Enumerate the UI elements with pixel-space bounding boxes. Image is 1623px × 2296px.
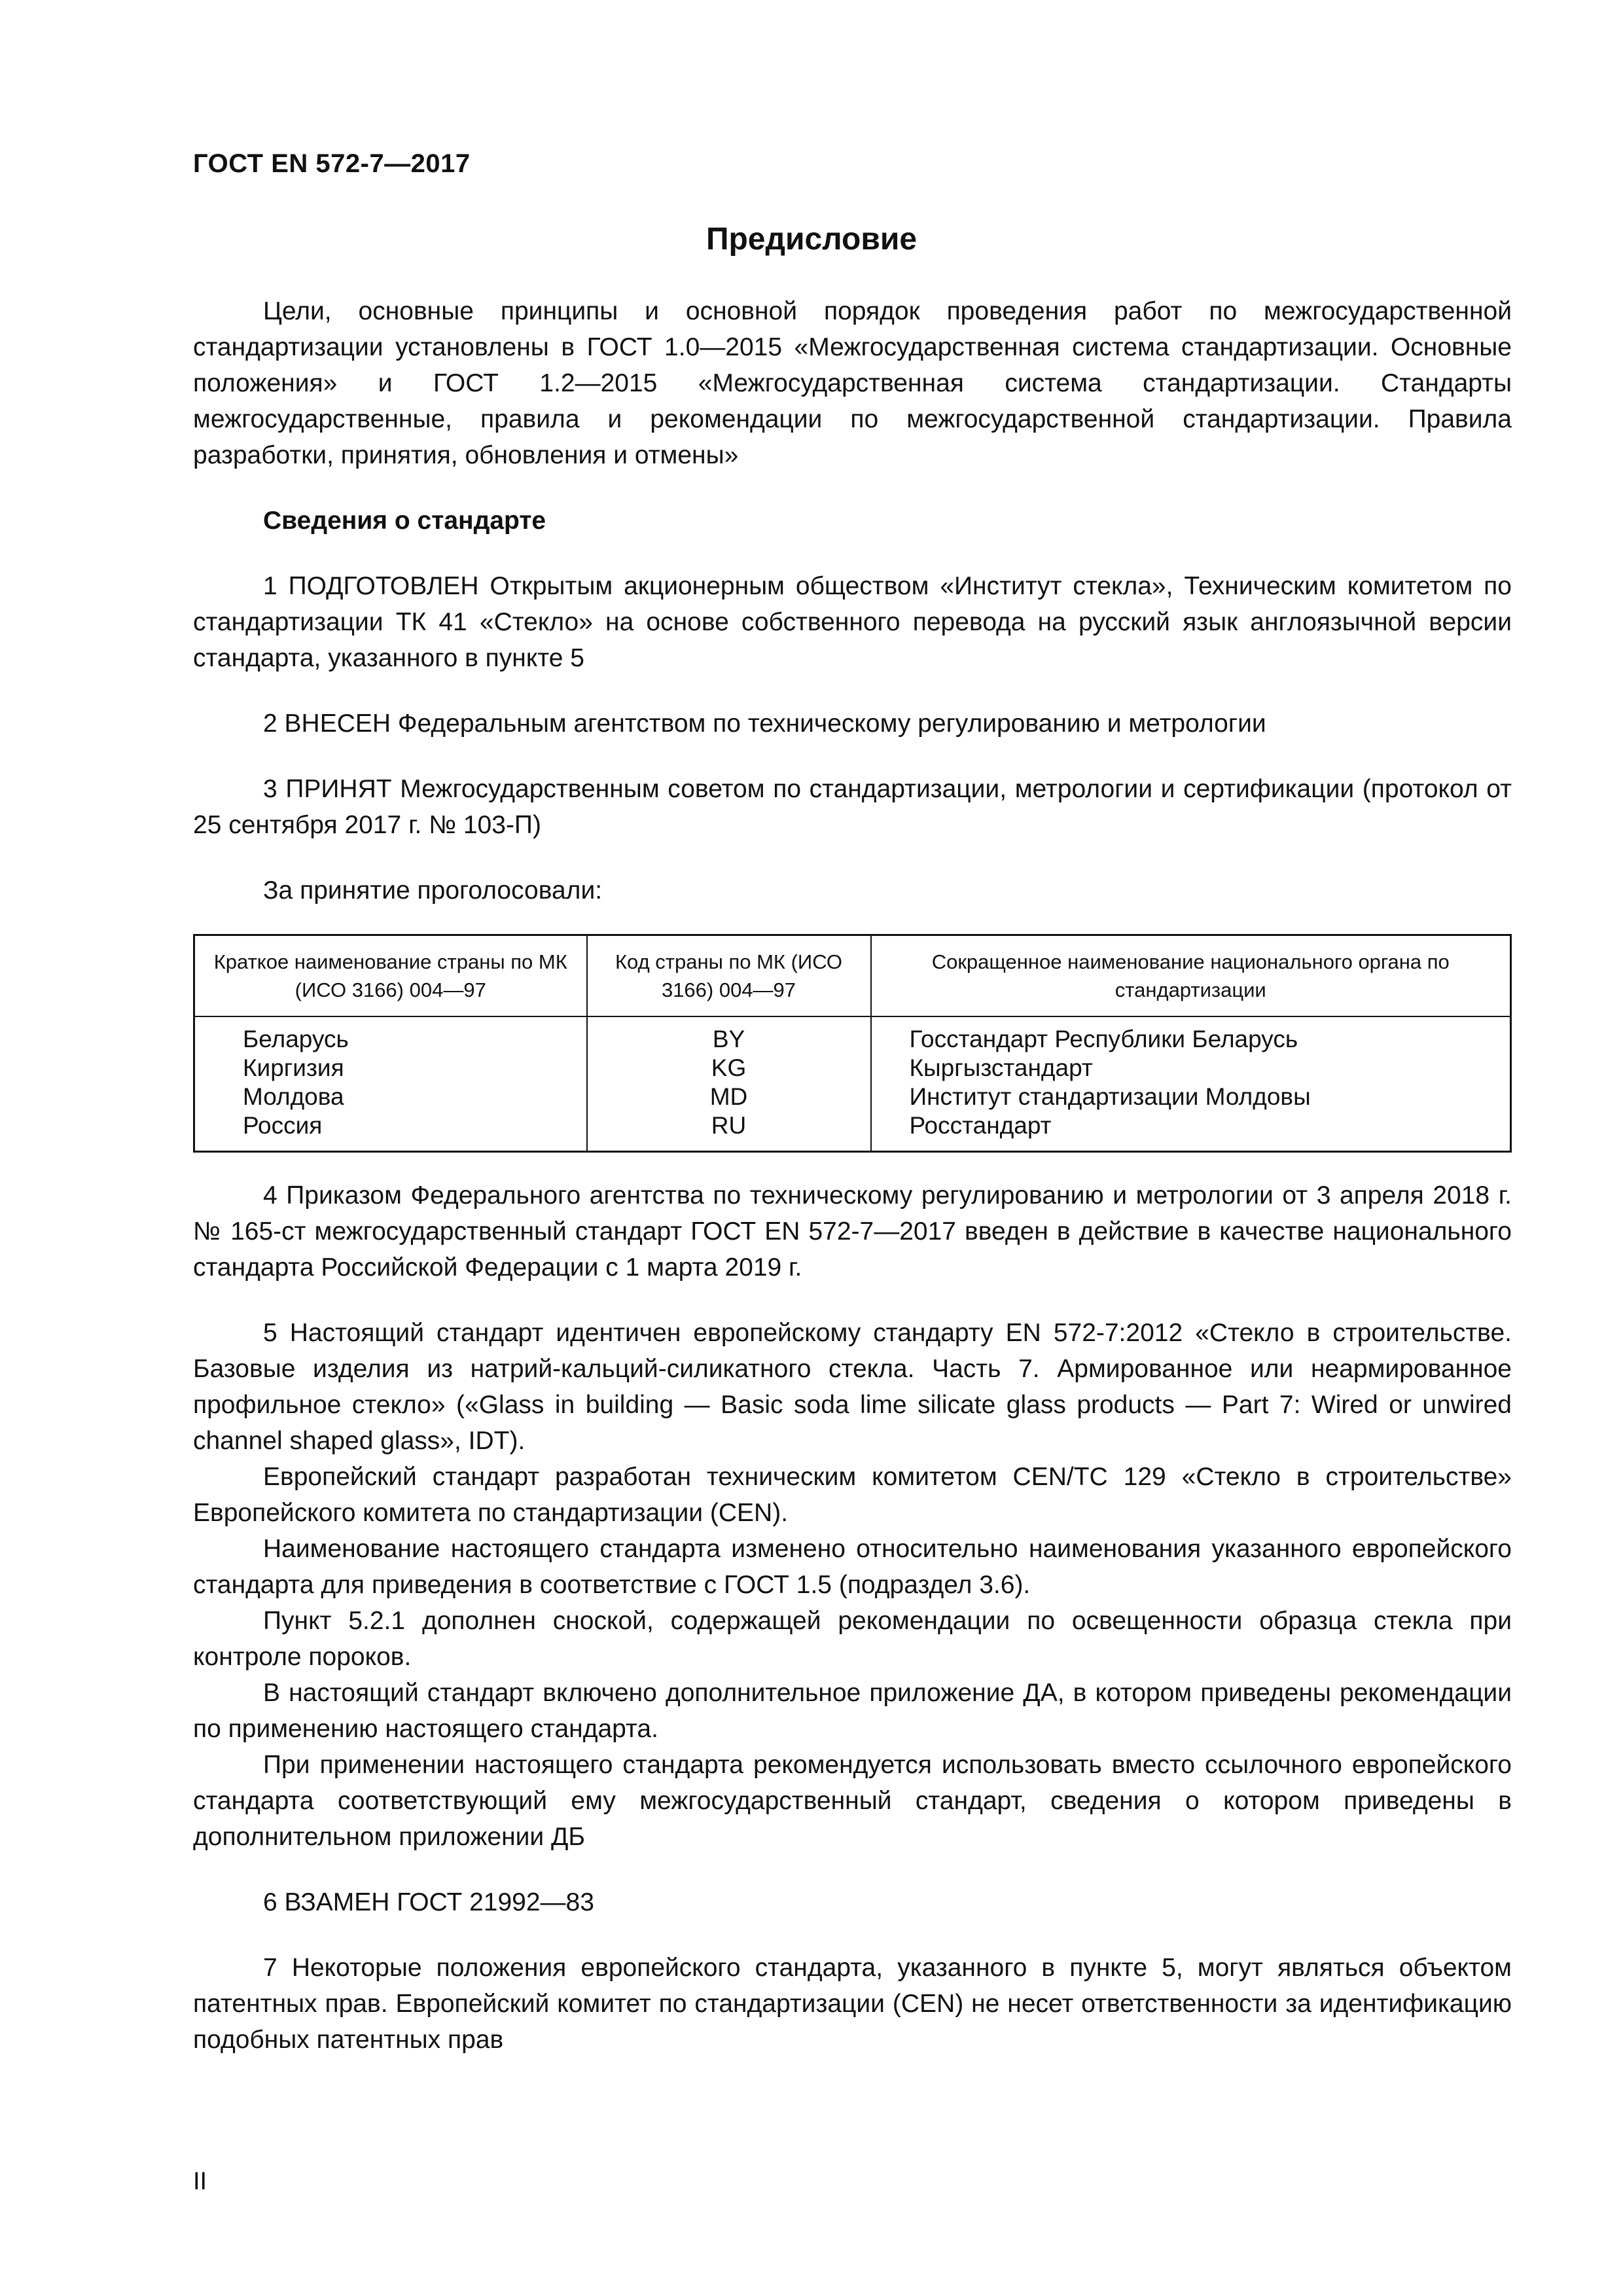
country-code: KG bbox=[587, 1054, 871, 1083]
table-row bbox=[194, 1111, 1511, 1152]
document-body bbox=[193, 293, 1512, 2058]
standard-info-heading: Сведения о стандарте bbox=[263, 507, 546, 535]
countries-table bbox=[193, 934, 1512, 1153]
country-name: Киргизия bbox=[194, 1054, 587, 1083]
table-header-country: Краткое наименование страны по МК (ИСО 3166) 004—97 bbox=[194, 935, 587, 1017]
info-item-5-annex-da: В настоящий стандарт включено дополнительное приложение ДА, в котором приведены рекомендации по применению настоящего стандарта. bbox=[193, 1679, 1512, 1743]
info-item-4: 4 Приказом Федерального агентства по техническому регулированию и метрологии от 3 апреля 2018 г. № 165-ст межгосударственный стандарт ГОСТ EN 572-7—2017 введен в действие в качестве национального стандарта Российской Федерации с 1 марта 2019 г. bbox=[193, 1181, 1512, 1282]
section-title: Предисловие bbox=[705, 222, 918, 257]
table-row bbox=[194, 1054, 1511, 1083]
info-item-3: 3 ПРИНЯТ Межгосударственным советом по стандартизации, метрологии и сертификации (протокол от 25 сентября 2017 г. № 103-П) bbox=[193, 775, 1512, 839]
agency-name: Институт стандартизации Молдовы bbox=[871, 1083, 1511, 1111]
country-name: Россия bbox=[194, 1111, 587, 1152]
votes-label: За принятие проголосовали: bbox=[263, 876, 603, 905]
agency-name: Кыргызстандарт bbox=[871, 1054, 1511, 1083]
country-name: Беларусь bbox=[194, 1016, 587, 1054]
info-item-6: 6 ВЗАМЕН ГОСТ 21992—83 bbox=[263, 1888, 594, 1916]
country-code: MD bbox=[587, 1083, 871, 1111]
info-item-5-footnote: Пункт 5.2.1 дополнен сноской, содержащей рекомендации по освещенности образца стекла при контроле пороков. bbox=[193, 1607, 1512, 1671]
country-code: BY bbox=[587, 1016, 871, 1054]
agency-name: Госстандарт Республики Беларусь bbox=[871, 1016, 1511, 1054]
info-item-5-annex-db: При применении настоящего стандарта рекомендуется использовать вместо ссылочного европейского стандарта соответствующий ему межгосударственный стандарт, сведения о котором приведены в дополнительном приложении ДБ bbox=[193, 1751, 1512, 1851]
page-number: II bbox=[193, 2168, 207, 2195]
agency-name: Росстандарт bbox=[871, 1111, 1511, 1152]
info-item-7: 7 Некоторые положения европейского стандарта, указанного в пункте 5, могут являться объектом патентных прав. Европейский комитет по стандартизации (CEN) не несет ответственности за идентификацию подобных патентных прав bbox=[193, 1954, 1512, 2054]
country-code: RU bbox=[587, 1111, 871, 1152]
country-name: Молдова bbox=[194, 1083, 587, 1111]
info-item-5-cen: Европейский стандарт разработан техническим комитетом CEN/TC 129 «Стекло в строительстве» Европейского комитета по стандартизации (CEN). bbox=[193, 1463, 1512, 1527]
table-row bbox=[194, 1083, 1511, 1111]
info-item-1: 1 ПОДГОТОВЛЕН Открытым акционерным обществом «Институт стекла», Техническим комитетом по стандартизации ТК 41 «Стекло» на основе собственного перевода на русский язык англоязычной версии стандарта, указанного в пункте 5 bbox=[193, 572, 1512, 672]
intro-paragraph: Цели, основные принципы и основной порядок проведения работ по межгосударственной стандартизации установлены в ГОСТ 1.0—2015 «Межгосударственная система стандартизации. Основные положения» и ГОСТ 1.2—2015 «Межгосударственная система стандартизации. Стандарты межгосударственные, правила и рекомендации по межгосударственной стандартизации. Правила разработки, принятия, обновления и отмены» bbox=[193, 297, 1512, 469]
table-header-code: Код страны по МК (ИСО 3166) 004—97 bbox=[587, 935, 871, 1017]
info-item-2: 2 ВНЕСЕН Федеральным агентством по техническому регулированию и метрологии bbox=[263, 709, 1266, 738]
table-header-row bbox=[194, 935, 1511, 1017]
info-item-5: 5 Настоящий стандарт идентичен европейскому стандарту EN 572-7:2012 «Стекло в строительстве. Базовые изделия из натрий-кальций-силикатного стекла. Часть 7. Армированное или неармированное профильное стекло» («Glass in building — Basic soda lime silicate glass products — Part 7: Wired or unwired channel shaped glass», IDT). bbox=[193, 1319, 1512, 1455]
info-item-5-title-change: Наименование настоящего стандарта изменено относительно наименования указанного европейского стандарта для приведения в соответствие с ГОСТ 1.5 (подраздел 3.6). bbox=[193, 1535, 1512, 1599]
table-row bbox=[194, 1016, 1511, 1054]
document-id: ГОСТ EN 572-7—2017 bbox=[193, 149, 471, 178]
table-header-agency: Сокращенное наименование национального органа по стандартизации bbox=[871, 935, 1511, 1017]
